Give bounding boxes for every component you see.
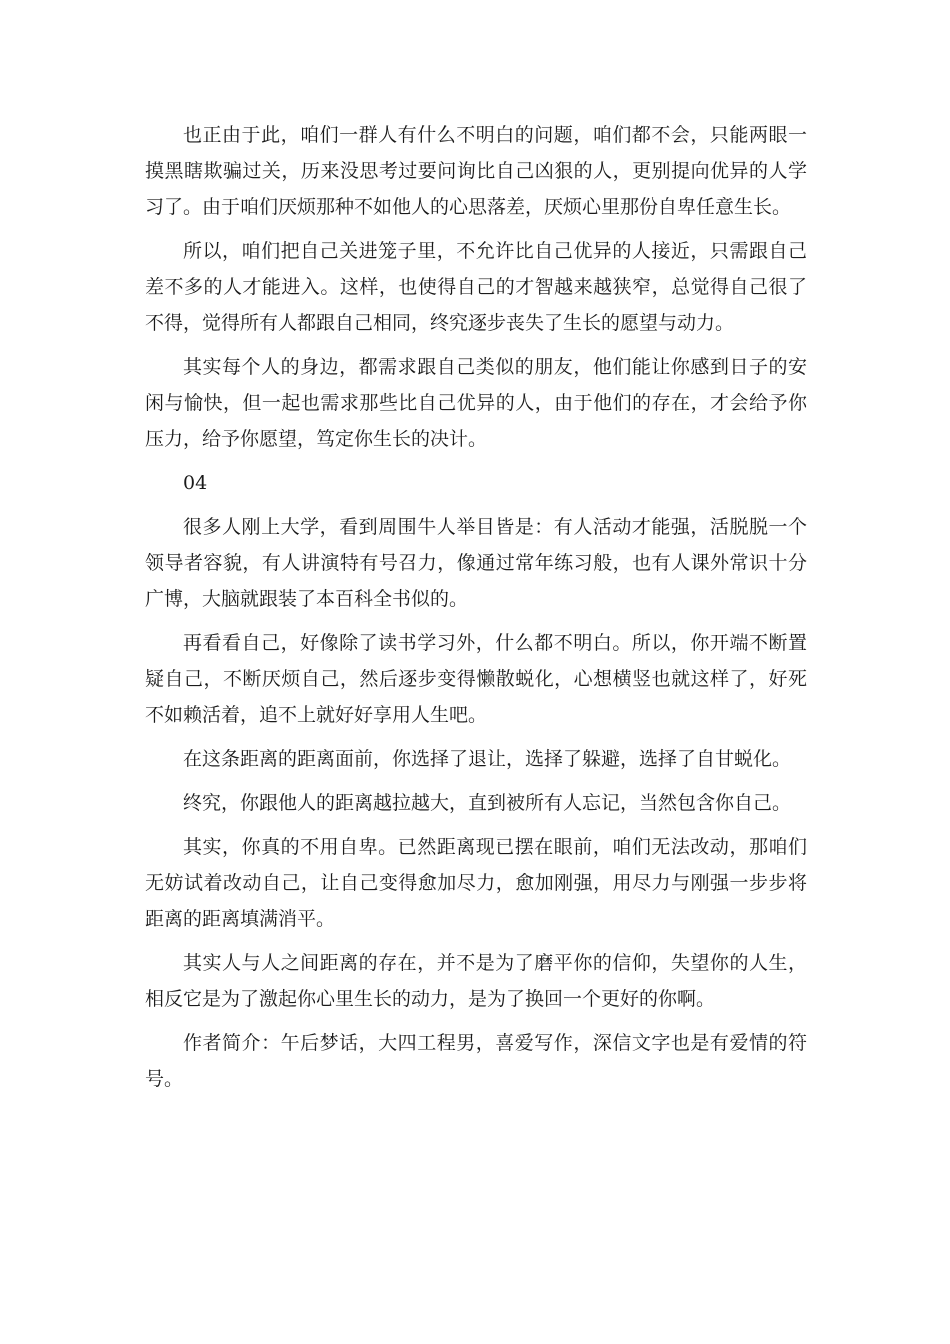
paragraph-9: 其实人与人之间距离的存在，并不是为了磨平你的信仰，失望你的人生，相反它是为了激起你心里生长的动力，是为了换回一个更好的你啊。 (145, 952, 807, 1010)
paragraph-7: 终究，你跟他人的距离越拉越大，直到被所有人忘记，当然包含你自己。 (183, 792, 792, 814)
paragraph-2: 所以，咱们把自己关进笼子里，不允许比自己优异的人接近，只需跟自己差不多的人才能进入。这样，也使得自己的才智越来越狭窄，总觉得自己很了不得，觉得所有人都跟自己相同，终究逐步丧失了生长的愿望与动力。 (145, 240, 807, 334)
author-bio: 作者简介：午后梦话，大四工程男，喜爱写作，深信文字也是有爱情的符号。 (145, 1032, 807, 1090)
paragraph-1: 也正由于此，咱们一群人有什么不明白的问题，咱们都不会，只能两眼一摸黑瞎欺骗过关，历来没思考过要问询比自己凶狠的人，更别提向优异的人学习了。由于咱们厌烦那种不如他人的心思落差，厌烦心里那份自卑任意生长。 (145, 124, 807, 218)
paragraph-6: 在这条距离的距离面前，你选择了退让，选择了躲避，选择了自甘蜕化。 (183, 748, 792, 770)
paragraph-3: 其实每个人的身边，都需求跟自己类似的朋友，他们能让你感到日子的安闲与愉快，但一起也需求那些比自己优异的人，由于他们的存在，才会给予你压力，给予你愿望，笃定你生长的决计。 (145, 356, 807, 450)
paragraph-5: 再看看自己，好像除了读书学习外，什么都不明白。所以，你开端不断置疑自己，不断厌烦自己，然后逐步变得懒散蜕化，心想横竖也就这样了，好死不如赖活着，追不上就好好享用人生吧。 (145, 632, 807, 726)
paragraph-4: 很多人刚上大学，看到周围牛人举目皆是：有人活动才能强，活脱脱一个领导者容貌，有人讲演特有号召力，像通过常年练习般，也有人课外常识十分广博，大脑就跟装了本百科全书似的。 (145, 516, 807, 610)
section-number: 04 (183, 472, 208, 494)
article-body (145, 117, 807, 1105)
paragraph-8: 其实，你真的不用自卑。已然距离现已摆在眼前，咱们无法改动，那咱们无妨试着改动自己，让自己变得愈加尽力，愈加刚强，用尽力与刚强一步步将距离的距离填满消平。 (145, 836, 807, 930)
